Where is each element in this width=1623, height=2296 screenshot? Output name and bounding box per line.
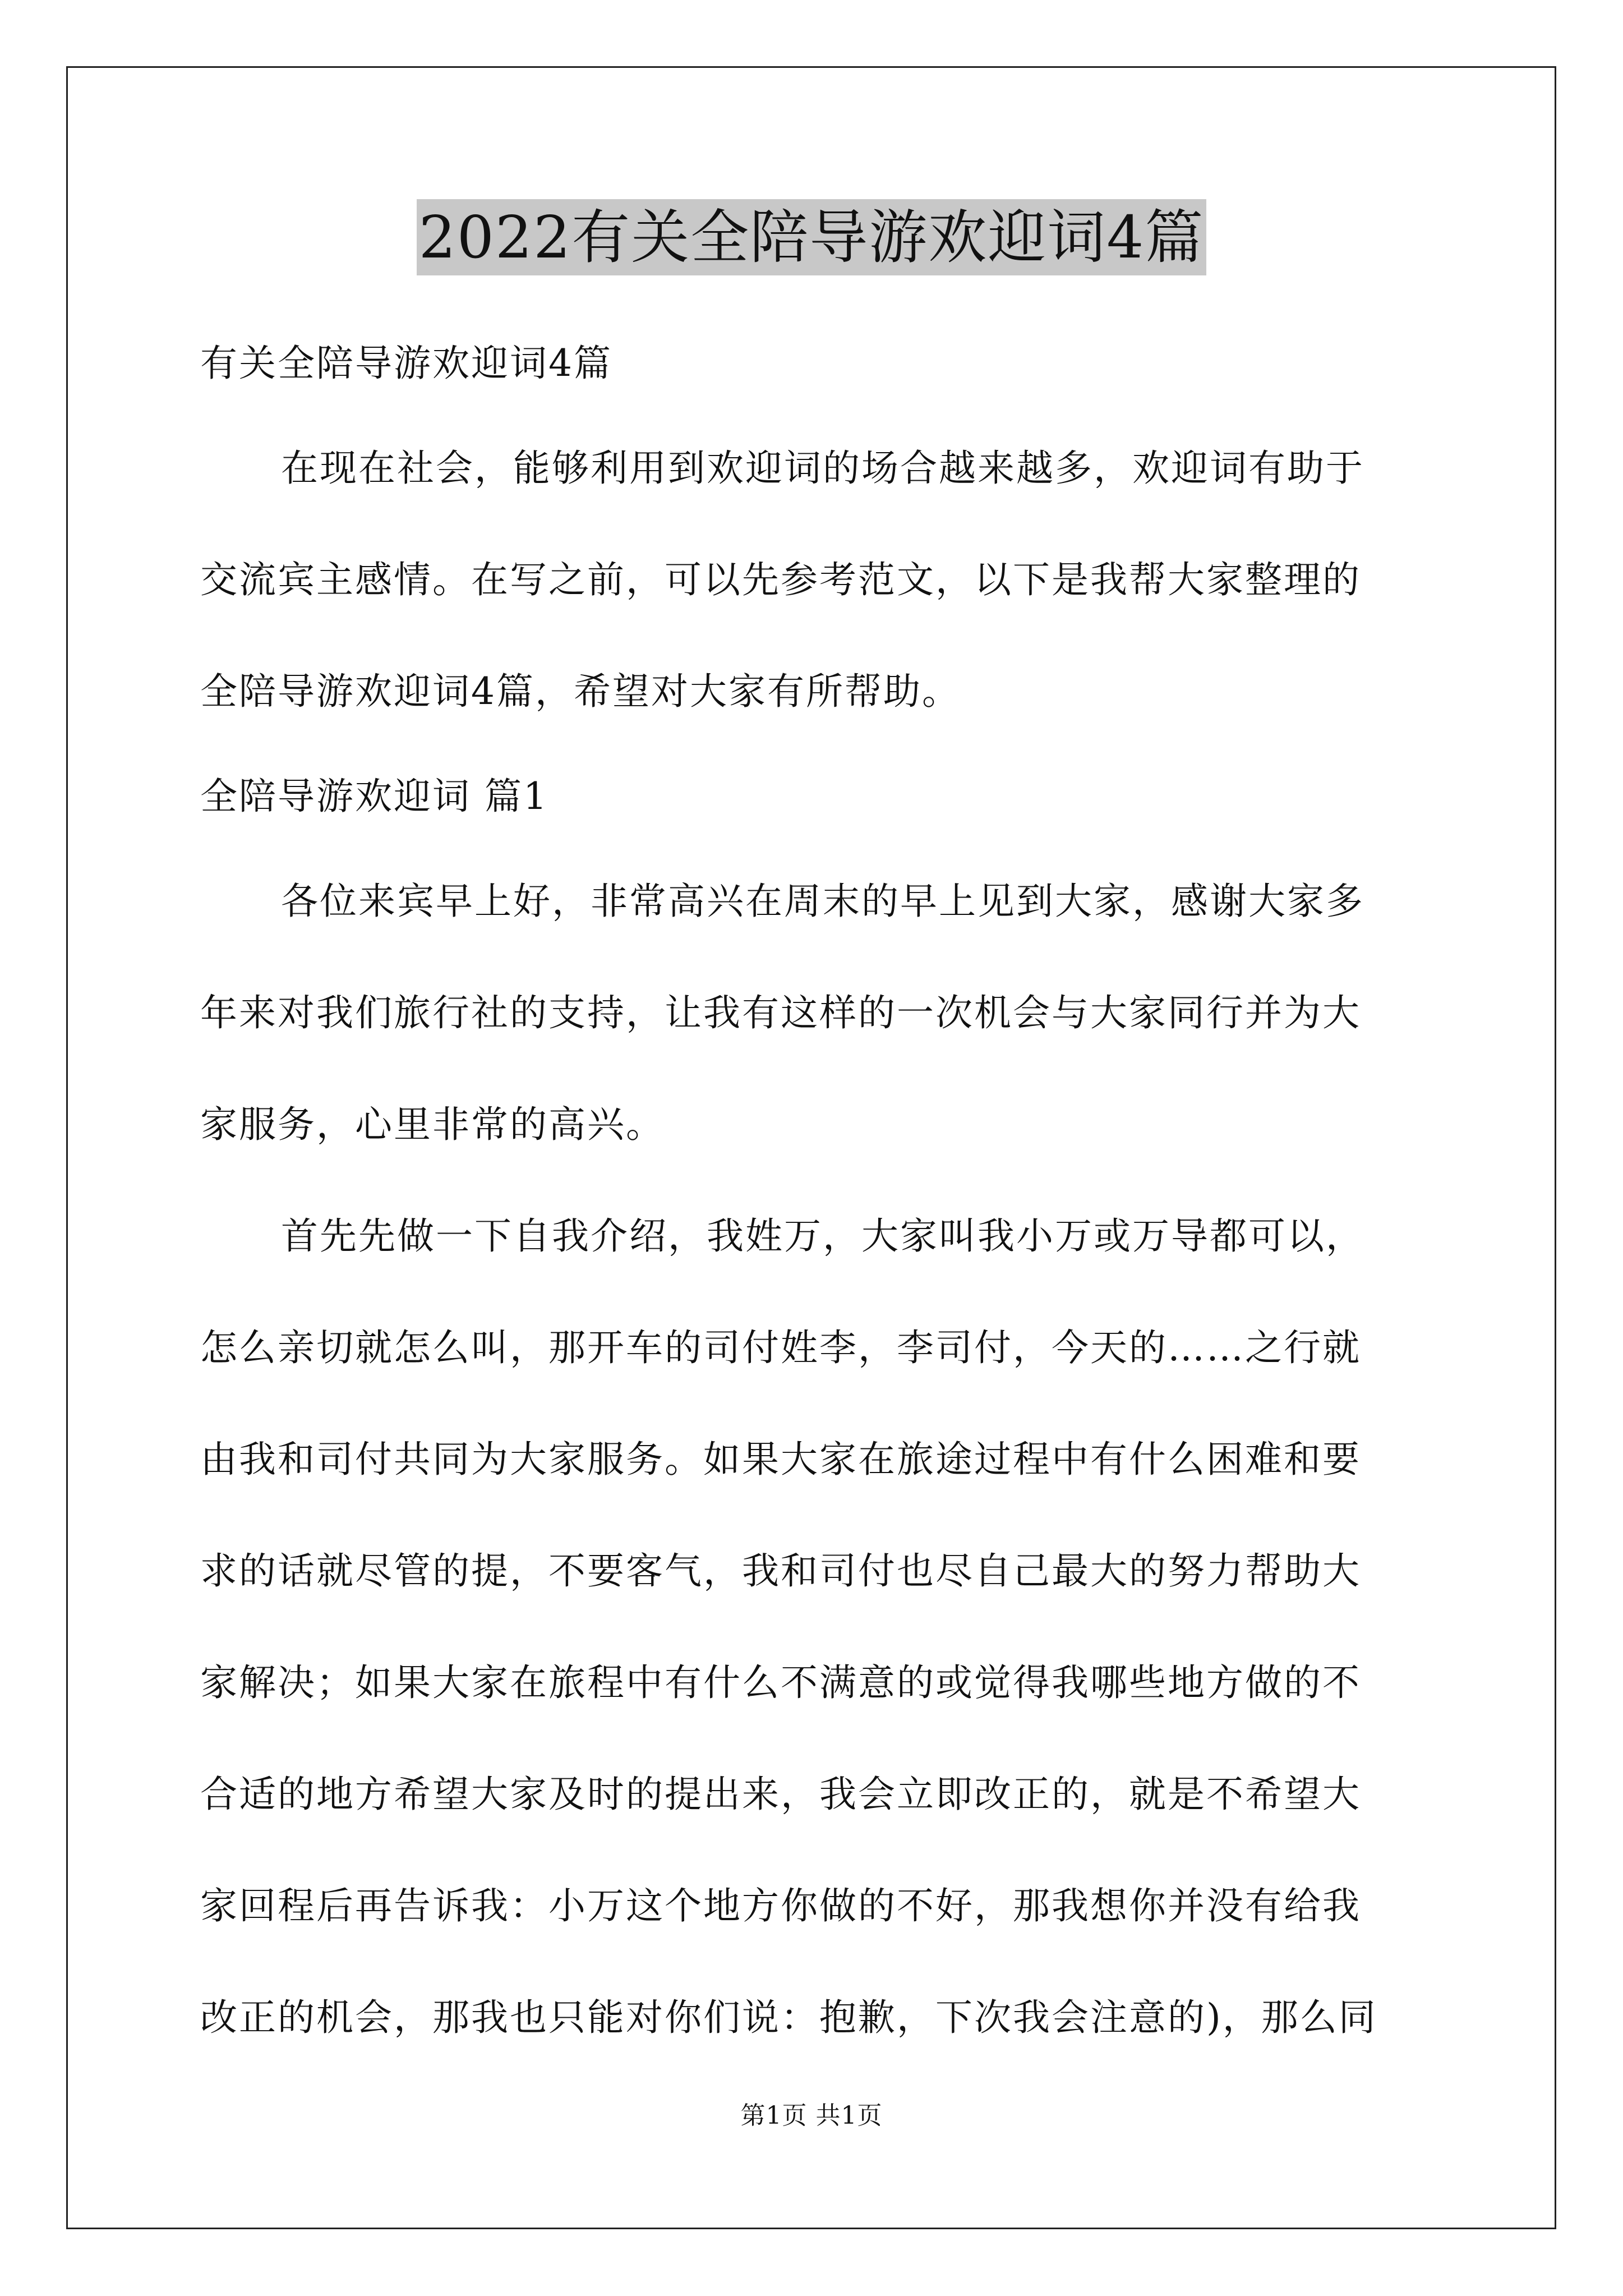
page-footer: 第1页 共1页 — [740, 2101, 883, 2130]
text-line: 各位来宾早上好，非常高兴在周末的早上见到大家，感谢大家多 — [281, 880, 1364, 923]
text-line: 年来对我们旅行社的支持，让我有这样的一次机会与大家同行并为大 — [200, 991, 1361, 1034]
text-line: 在现在社会，能够利用到欢迎词的场合越来越多，欢迎词有助于 — [281, 447, 1364, 490]
document-body — [200, 314, 1434, 2073]
text-line: 家解决；如果大家在旅程中有什么不满意的或觉得我哪些地方做的不 — [200, 1661, 1361, 1704]
section-heading: 全陪导游欢迎词 篇1 — [200, 775, 548, 818]
text-line: 改正的机会，那我也只能对你们说：抱歉，下次我会注意的)，那么同 — [200, 1996, 1377, 2039]
text-line: 家服务，心里非常的高兴。 — [200, 1103, 665, 1146]
text-line: 怎么亲切就怎么叫，那开车的司付姓李，李司付，今天的……之行就 — [200, 1326, 1361, 1369]
section-heading: 有关全陪导游欢迎词4篇 — [200, 342, 612, 385]
text-line: 合适的地方希望大家及时的提出来，我会立即改正的，就是不希望大 — [200, 1773, 1361, 1816]
text-line: 由我和司付共同为大家服务。如果大家在旅途过程中有什么困难和要 — [200, 1438, 1361, 1481]
text-line: 全陪导游欢迎词4篇，希望对大家有所帮助。 — [200, 670, 961, 713]
text-line: 交流宾主感情。在写之前，可以先参考范文，以下是我帮大家整理的 — [200, 558, 1361, 601]
text-line: 求的话就尽管的提，不要客气，我和司付也尽自己最大的努力帮助大 — [200, 1549, 1361, 1593]
text-line: 家回程后再告诉我：小万这个地方你做的不好，那我想你并没有给我 — [200, 1884, 1361, 1927]
document-title: 2022有关全陪导游欢迎词4篇 — [417, 199, 1207, 275]
text-line: 首先先做一下自我介绍，我姓万，大家叫我小万或万导都可以， — [281, 1214, 1364, 1258]
title-container — [0, 199, 1623, 275]
